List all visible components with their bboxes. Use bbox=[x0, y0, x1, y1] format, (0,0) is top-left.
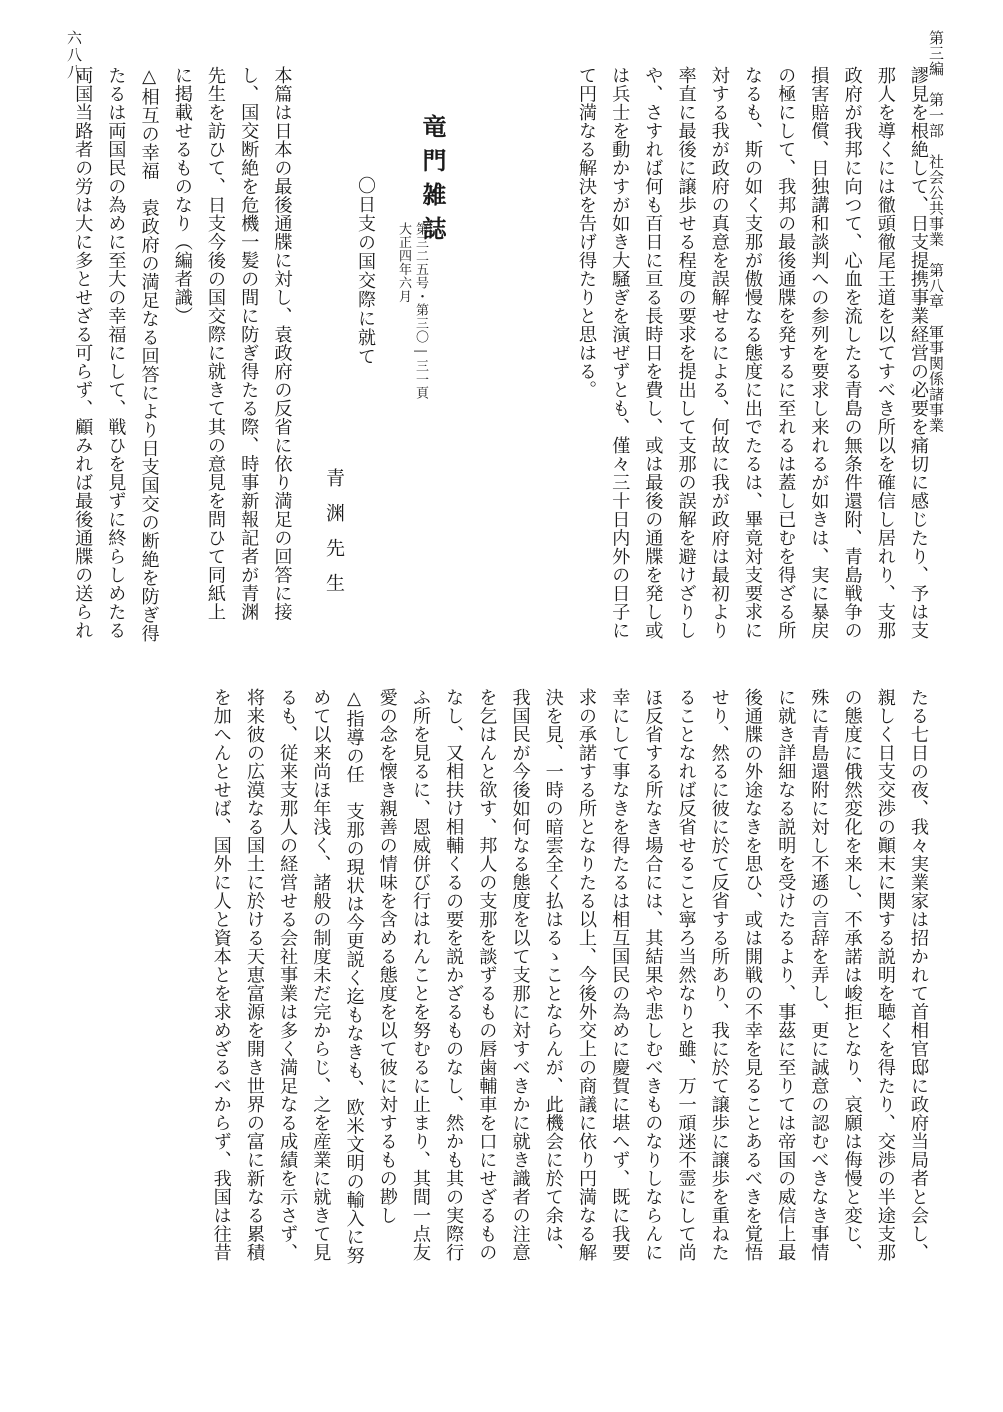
text-line: 幸にして事なきを得たるは相互国民の為めに慶賀に堪へず、既に我要 bbox=[609, 688, 631, 1262]
top-right-text-block bbox=[570, 66, 935, 666]
text-line: 親しく日支交渉の顚末に関する説明を聴くを得たり、交渉の半途支那 bbox=[874, 688, 896, 1262]
text-line: や、さすれば何も百日に亘る長時日を費し、或は最後の通牒を発し或 bbox=[642, 66, 664, 640]
text-line: 本篇は日本の最後通牒に対し、袁政府の反省に依り満足の回答に接 bbox=[271, 66, 293, 621]
text-line: に掲載せるものなり（編者識） bbox=[171, 66, 193, 325]
text-line: の極にして、我邦の最後通牒を発するに至れるは蓋し已むを得ざる所 bbox=[775, 66, 797, 640]
text-line: て円満なる解決を告げ得たりと思はる。 bbox=[575, 66, 597, 399]
top-left-text-block bbox=[66, 66, 298, 666]
article-subtitle: 〇日支の国交際に就て bbox=[355, 176, 376, 366]
text-line: 損害賠償、日独講和談判への参列を要求し来れるが如きは、実に暴戻 bbox=[808, 66, 830, 640]
text-line: 求の承諾する所となりたる以上、今後外交上の商議に依り円満なる解 bbox=[575, 688, 597, 1262]
text-line: 我国民が今後如何なる態度を以て支那に対すべきかに就き識者の注意 bbox=[509, 688, 531, 1262]
text-line: 対する我が政府の真意を誤解せるによる、何故に我が政府は最初より bbox=[708, 66, 730, 640]
text-line: ふ所を見るに、恩威併び行はれんことを努むるに止まり、其間一点友 bbox=[409, 688, 431, 1262]
text-line: なし、又相扶け相輔くるの要を説かざるものなし、然かも其の実際行 bbox=[443, 688, 465, 1262]
page-number: 六八八 bbox=[65, 30, 83, 81]
text-line: せり、然るに彼に於て反省する所あり、我に於て譲歩に譲歩を重ねた bbox=[708, 688, 730, 1262]
source-citation bbox=[395, 222, 429, 400]
text-line: は兵士を動かすが如き大騒ぎを演ぜずとも、僅々三十日内外の日子に bbox=[609, 66, 631, 640]
author-name: 青渊先生 bbox=[323, 468, 345, 608]
text-line: に就き詳細なる説明を受けたるより、事茲に至りては帝国の威信上最 bbox=[775, 688, 797, 1262]
source-issue: 第三二五号・第三〇―三一頁 bbox=[413, 222, 428, 400]
text-line: 先生を訪ひて、日支今後の国交際に就きて其の意見を問ひて同紙上 bbox=[205, 66, 227, 621]
text-line: 謬見を根絶して、日支提携事業経営の必要を痛切に感じたり、予は支 bbox=[908, 66, 929, 640]
source-date: 大正四年六月 bbox=[396, 222, 411, 303]
running-header: 第三編 第一部 社会公共事業 第八章 軍事関係諸事業 bbox=[927, 30, 945, 433]
text-line: 政府が我邦に向つて、心血を流したる青島の無条件還附、青島戦争の bbox=[841, 66, 863, 640]
text-line: を乞はんと欲す、邦人の支那を談ずるもの唇歯輔車を口にせざるもの bbox=[476, 688, 498, 1262]
text-line: 両国当路者の労は大に多とせざる可らず、顧みれば最後通牒の送られ bbox=[72, 66, 94, 640]
text-line: 那人を導くには徹頭徹尾王道を以てすべき所以を確信し居れり、支那 bbox=[874, 66, 896, 640]
text-line: るも、従来支那人の経営せる会社事業は多く満足なる成績を示さず、 bbox=[277, 688, 299, 1262]
article-title: 竜門雑誌 bbox=[418, 114, 447, 250]
text-line: たる七日の夜、我々実業家は招かれて首相官邸に政府当局者と会し、 bbox=[908, 688, 929, 1262]
text-line: △相互の幸福 袁政府の満足なる回答により日支国交の断絶を防ぎ得 bbox=[138, 66, 160, 643]
text-line: 決を見、一時の暗雲全く払はるゝことならんが、此機会に於て余は、 bbox=[542, 688, 564, 1262]
text-line: 後通牒の外途なきを思ひ、或は開戦の不幸を見ることあるべきを覚悟 bbox=[741, 688, 763, 1262]
bottom-text-block bbox=[205, 688, 935, 1388]
text-line: し、国交断絶を危機一髪の間に防ぎ得たる際、時事新報記者が青渊 bbox=[238, 66, 260, 621]
text-line: たるは両国民の為めに至大の幸福にして、戦ひを見ずに終らしめたる bbox=[105, 66, 127, 640]
text-line: ほ反省する所なき場合には、其結果や悲しむべきものなりしならんに bbox=[642, 688, 664, 1262]
text-line: なるも、斯の如く支那が傲慢なる態度に出でたるは、畢竟対支要求に bbox=[741, 66, 763, 640]
text-line: 率直に最後に譲歩せる程度の要求を提出して支那の誤解を避けざりし bbox=[675, 66, 697, 640]
text-line: 愛の念を懐き親善の情味を含める態度を以て彼に対するもの尠し bbox=[376, 688, 398, 1225]
text-line: めて以来尚ほ年浅く、諸般の制度未だ完からじ、之を産業に就きて見 bbox=[310, 688, 332, 1262]
text-line: ることなれば反省せること寧ろ当然なりと雖、万一頑迷不霊にして尚 bbox=[675, 688, 697, 1262]
text-line: △指導の任 支那の現状は今更説く迄もなきも、欧米文明の輸入に努 bbox=[343, 688, 365, 1265]
text-line: の態度に俄然変化を来し、不承諾は峻拒となり、哀願は侮慢と変じ、 bbox=[841, 688, 863, 1262]
text-line: 将来彼の広漠なる国土に於ける天恵富源を開き世界の富に新なる累積 bbox=[243, 688, 265, 1262]
text-line: 殊に青島還附に対し不遜の言辞を弄し、更に誠意の認むべきなき事情 bbox=[808, 688, 830, 1262]
text-line: を加へんとせば、国外に人と資本とを求めざるべからず、我国は往昔 bbox=[210, 688, 232, 1262]
